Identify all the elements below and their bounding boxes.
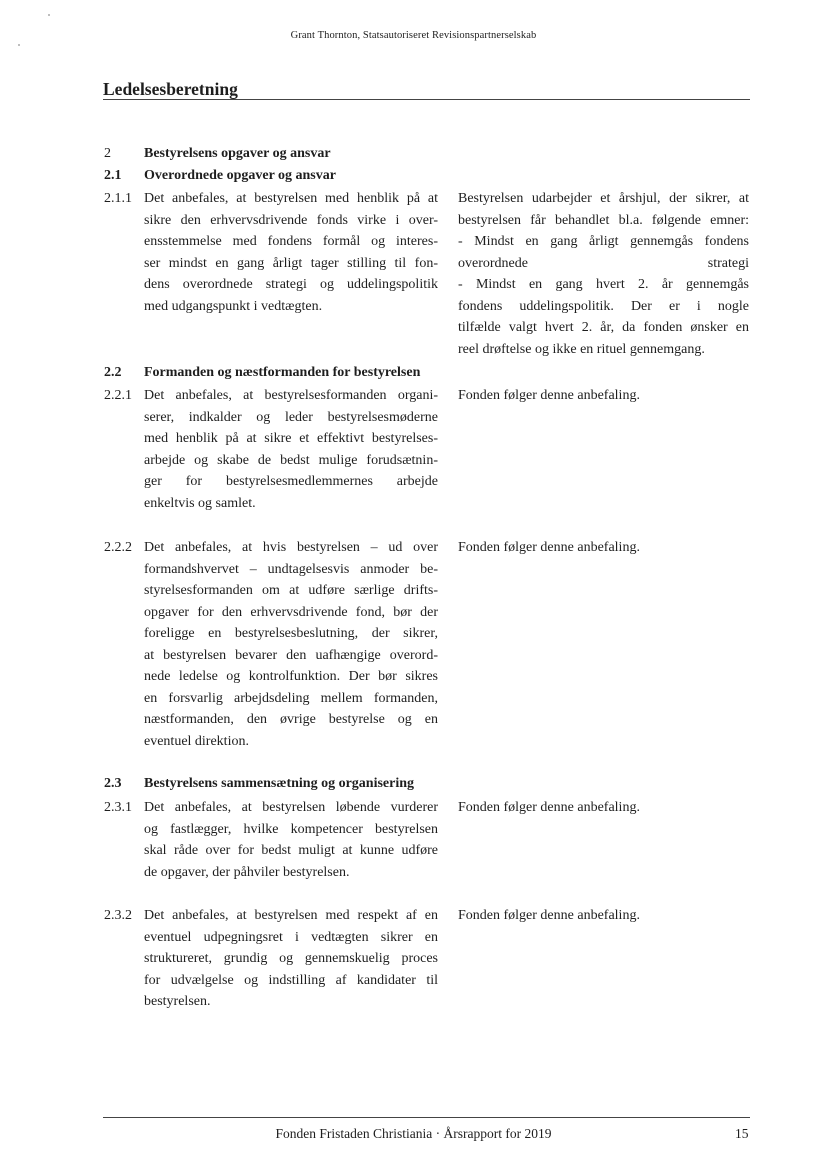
text-line: fondens uddelingspolitik. Der er i nogle: [458, 298, 749, 314]
text-line: overordnede strategi: [458, 255, 749, 271]
item-response: [458, 797, 749, 819]
section-title: Bestyrelsens opgaver og ansvar: [144, 146, 331, 161]
scan-speck: [48, 14, 50, 16]
text-line: bestyrelsen får behandlet bl.a. følgende emner:: [458, 212, 749, 228]
item-number: 2.3.1: [104, 800, 132, 815]
text-line: tilfælde valgt hvert 2. år, da fonden ønsker en: [458, 320, 749, 335]
item-recommendation: [144, 537, 438, 752]
text-line: reel drøftelse og ikke en rituel gennemgang.: [458, 341, 705, 357]
text-line: Fonden følger denne anbefaling.: [458, 540, 640, 555]
text-line: og fastlægger, hvilke kompetencer bestyrelsen: [144, 821, 438, 837]
text-line: serer, indkalder og leder bestyrelsesmøderne: [144, 409, 438, 425]
text-line: med udgangspunkt i vedtægten.: [144, 298, 323, 314]
text-line: enkeltvis og samlet.: [144, 495, 256, 511]
text-line: Det anbefales, at bestyrelsesformanden organi-: [144, 388, 438, 403]
page-number: 15: [735, 1126, 749, 1141]
text-line: foreligge en bestyrelsesbeslutning, der sikrer,: [144, 626, 438, 641]
item-response: [458, 385, 749, 407]
section-number: 2.3: [104, 776, 122, 791]
title-divider: [103, 99, 750, 100]
section-number: 2.2: [104, 365, 122, 380]
item-number: 2.3.2: [104, 908, 132, 923]
text-line: skal råde over for bedst muligt at kunne udføre: [144, 843, 438, 858]
text-line: de opgaver, der påhviler bestyrelsen.: [144, 864, 350, 880]
item-recommendation: [144, 797, 438, 883]
text-line: bestyrelsen.: [144, 994, 211, 1009]
text-line: Bestyrelsen udarbejder et årshjul, der sikrer, at: [458, 191, 749, 206]
text-line: formandshvervet – undtagelsesvis anmoder be-: [144, 561, 438, 577]
text-line: Det anbefales, at bestyrelsen med henblik på at: [144, 191, 438, 206]
item-response: [458, 905, 749, 927]
section-title: Bestyrelsens sammensætning og organisering: [144, 776, 415, 791]
item-recommendation: [144, 385, 438, 514]
text-line: næstformanden, den øvrige bestyrelse og en: [144, 712, 438, 727]
text-line: - Mindst en gang årligt gennemgås fondens: [458, 234, 749, 249]
text-line: en forsvarlig arbejdsdeling mellem formanden,: [144, 690, 438, 706]
text-line: sikre den erhvervsdrivende fonds virke i over-: [144, 212, 438, 228]
section-title: Overordnede opgaver og ansvar: [144, 168, 336, 183]
text-line: ser mindst en gang årligt tager stilling til fon-: [144, 255, 438, 271]
text-line: Det anbefales, at bestyrelsen løbende vurderer: [144, 800, 438, 815]
text-line: at bestyrelsen bevarer den uafhængige overord-: [144, 647, 438, 663]
item-number: 2.1.1: [104, 191, 132, 206]
text-line: struktureret, grundig og gennemskuelig proces: [144, 951, 438, 966]
text-line: Fonden følger denne anbefaling.: [458, 908, 640, 923]
text-line: Fonden følger denne anbefaling.: [458, 388, 640, 403]
scan-speck: [18, 44, 20, 46]
text-line: Det anbefales, at bestyrelsen med respekt af en: [144, 908, 438, 923]
text-line: styrelsesformanden om at udføre særlige drifts-: [144, 583, 438, 598]
text-line: opgaver for den erhvervsdrivende fond, bør der: [144, 604, 438, 620]
footer-divider: [103, 1117, 750, 1118]
text-line: arbejde og skabe de bedst mulige forudsætnin-: [144, 452, 438, 468]
text-line: dens overordnede strategi og uddelingspolitik: [144, 277, 438, 292]
text-line: - Mindst en gang hvert 2. år gennemgås: [458, 277, 749, 292]
section-title: Formanden og næstformanden for bestyrelsen: [144, 365, 421, 380]
item-response: [458, 188, 749, 360]
page-title: Ledelsesberetning: [103, 79, 238, 99]
footer-text: Fonden Fristaden Christiania · Årsrapport for 2019: [275, 1126, 552, 1141]
text-line: ger for bestyrelsesmedlemmernes arbejde: [144, 474, 438, 489]
text-line: for udvælgelse og indstilling af kandidater til: [144, 972, 438, 988]
firm-header: Grant Thornton, Statsautoriseret Revisionspartnerselskab: [290, 30, 537, 41]
section-number: 2.1: [104, 168, 122, 183]
text-line: nede ledelse og kontrolfunktion. Der bør sikres: [144, 669, 438, 684]
text-line: eventuel direktion.: [144, 733, 249, 749]
text-line: Det anbefales, at hvis bestyrelsen – ud over: [144, 540, 438, 555]
section-number: 2: [104, 146, 111, 161]
item-number: 2.2.1: [104, 388, 132, 403]
item-response: [458, 537, 749, 559]
text-line: eventuel udpegningsret i vedtægten sikrer en: [144, 929, 438, 945]
text-line: med henblik på at sikre et effektivt bestyrelses-: [144, 431, 438, 446]
item-recommendation: [144, 188, 438, 317]
item-number: 2.2.2: [104, 540, 132, 555]
text-line: ensstemmelse med fondens formål og interes-: [144, 234, 438, 249]
text-line: Fonden følger denne anbefaling.: [458, 800, 640, 815]
item-recommendation: [144, 905, 438, 1013]
